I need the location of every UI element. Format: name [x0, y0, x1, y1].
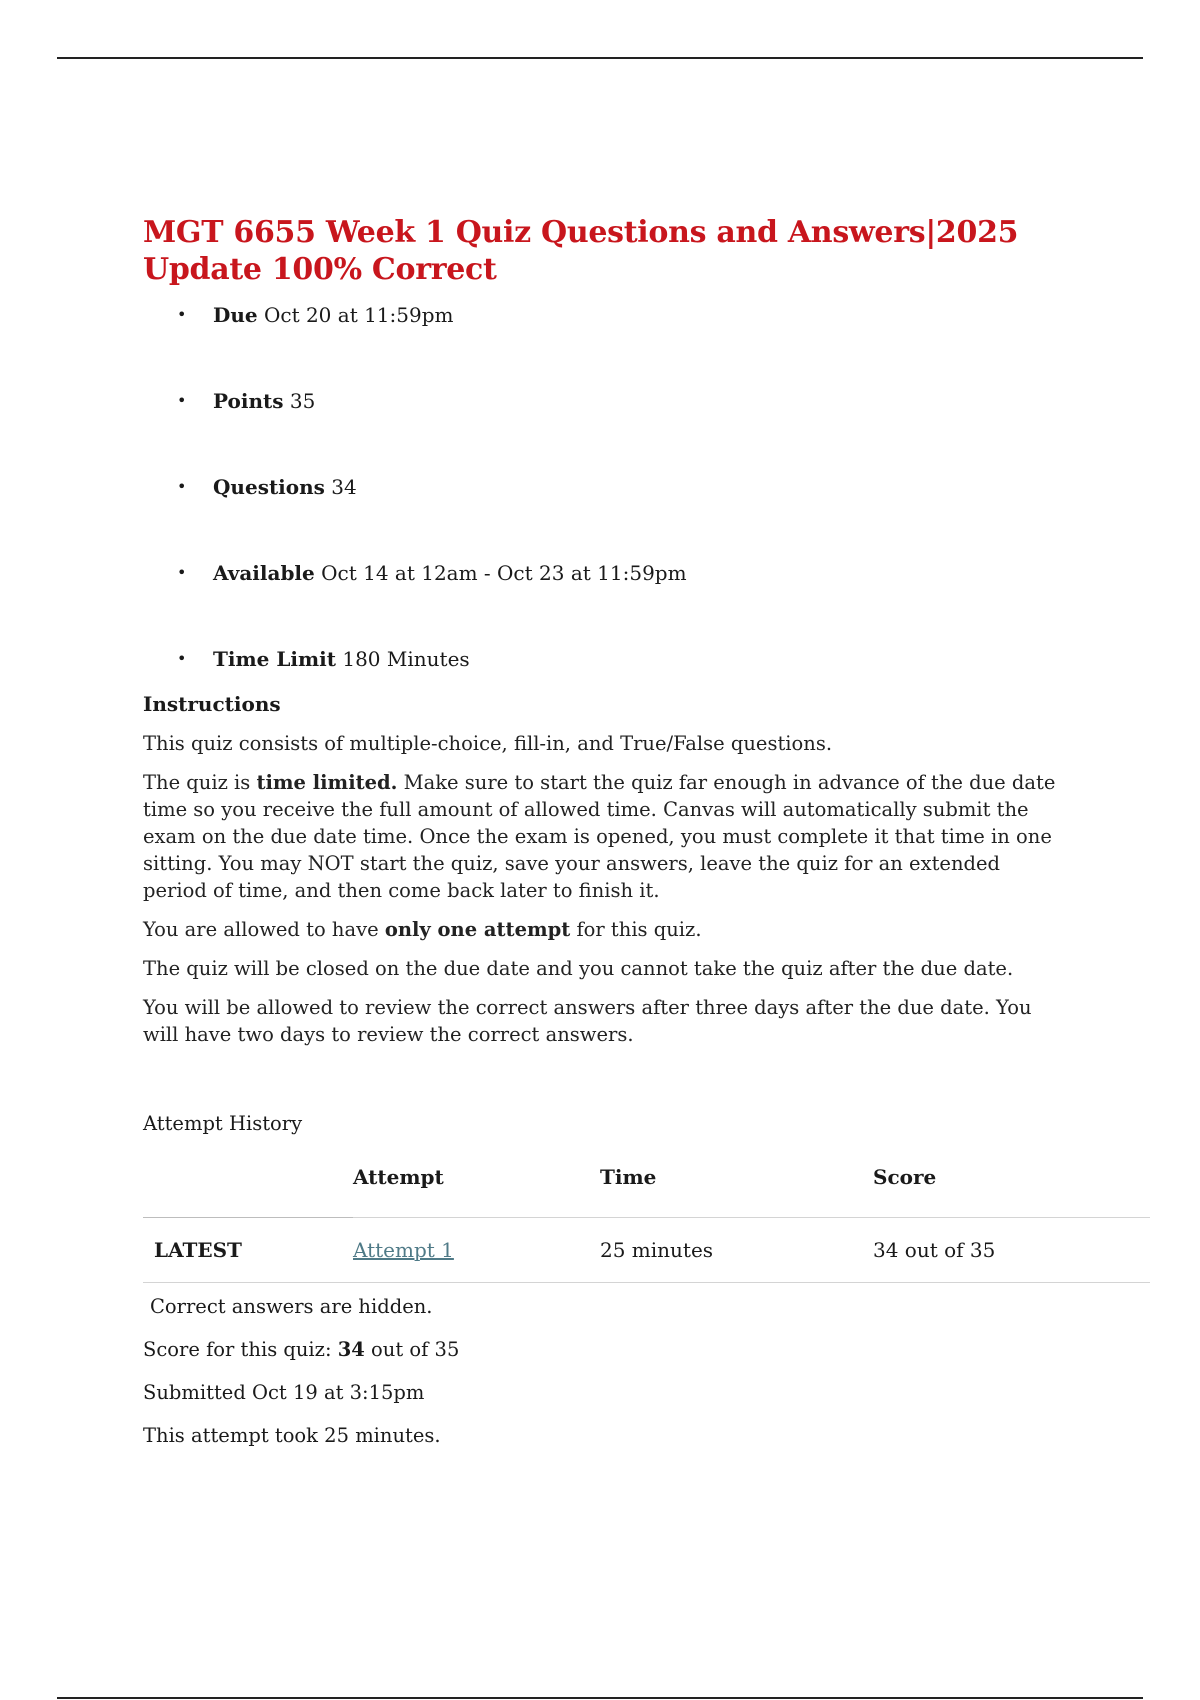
score-value: 34: [337, 1338, 365, 1361]
attempt-history-title: Attempt History: [143, 1112, 303, 1135]
text-segment: out of 35: [364, 1338, 460, 1361]
detail-label: Questions: [213, 475, 325, 499]
attempt-1-link[interactable]: Attempt 1: [353, 1238, 454, 1262]
instructions-paragraph-review: You will be allowed to review the correct answers after three days after the due date. You will have two days to review the correct answers.: [143, 996, 1032, 1046]
attempt-history-table: [143, 1155, 1150, 1283]
bottom-rule: [57, 1697, 1143, 1699]
correct-answers-hidden-note: Correct answers are hidden.: [150, 1295, 433, 1318]
header-attempt: Attempt: [353, 1165, 444, 1189]
table-header-row: [143, 1155, 1150, 1218]
quiz-score-summary: [143, 1336, 1063, 1363]
detail-points: [143, 388, 1063, 474]
page-title: MGT 6655 Week 1 Quiz Questions and Answers|2025 Update 100% Correct: [143, 215, 1019, 287]
instructions-paragraph-attempts: [143, 916, 1063, 943]
instructions-heading: Instructions: [143, 692, 281, 716]
table-row: [143, 1218, 1150, 1283]
page-content: [143, 214, 1063, 1449]
top-rule: [57, 57, 1143, 59]
detail-value: 35: [289, 389, 316, 413]
detail-due: [143, 302, 1063, 388]
text-segment: Make sure to start the quiz far enough in advance of the due date time so you receive the full amount of allowed time. Canvas will automatically submit the exam on the due date time. Once the exam is opened, you must complete it that time in one sitting. You may NOT start the quiz, save your answers, leave the quiz for an extended period of time, and then come back later to finish it.: [143, 771, 1056, 902]
instructions-paragraph-question-types: This quiz consists of multiple-choice, fill-in, and True/False questions.: [143, 732, 833, 755]
text-segment: The quiz is: [143, 771, 257, 794]
instructions-paragraph-time-limit: [143, 769, 1063, 904]
header-time: Time: [600, 1165, 657, 1189]
attempt-status: LATEST: [143, 1218, 353, 1283]
detail-label: Due: [213, 303, 258, 327]
detail-value: Oct 14 at 12am - Oct 23 at 11:59pm: [321, 561, 687, 585]
instructions-paragraph-closing: The quiz will be closed on the due date and you cannot take the quiz after the due date.: [143, 957, 1014, 980]
emphasis-text: only one attempt: [384, 918, 571, 941]
text-segment: You are allowed to have: [143, 918, 385, 941]
detail-time-limit: [143, 646, 1063, 686]
text-segment: for this quiz.: [570, 918, 702, 941]
attempt-score: 34 out of 35: [873, 1218, 1150, 1283]
text-segment: Score for this quiz:: [143, 1338, 338, 1361]
detail-value: 180 Minutes: [342, 647, 470, 671]
detail-label: Available: [213, 561, 315, 585]
submitted-timestamp: Submitted Oct 19 at 3:15pm: [143, 1381, 425, 1404]
detail-value: Oct 20 at 11:59pm: [263, 303, 454, 327]
detail-value: 34: [331, 475, 357, 499]
bullet-icon: •: [177, 649, 187, 668]
bullet-icon: •: [177, 563, 187, 582]
attempt-duration: This attempt took 25 minutes.: [143, 1424, 441, 1447]
emphasis-text: time limited.: [256, 771, 398, 794]
detail-label: Time Limit: [213, 647, 336, 671]
detail-label: Points: [213, 389, 284, 413]
bullet-icon: •: [177, 477, 187, 496]
header-status: [143, 1155, 353, 1218]
bullet-icon: •: [177, 391, 187, 410]
header-score: Score: [873, 1165, 937, 1189]
bullet-icon: •: [177, 305, 187, 324]
attempt-cell: [353, 1218, 600, 1283]
attempt-time: 25 minutes: [600, 1218, 873, 1283]
quiz-details-list: [143, 302, 1063, 686]
detail-questions: [143, 474, 1063, 560]
detail-available: [143, 560, 1063, 646]
